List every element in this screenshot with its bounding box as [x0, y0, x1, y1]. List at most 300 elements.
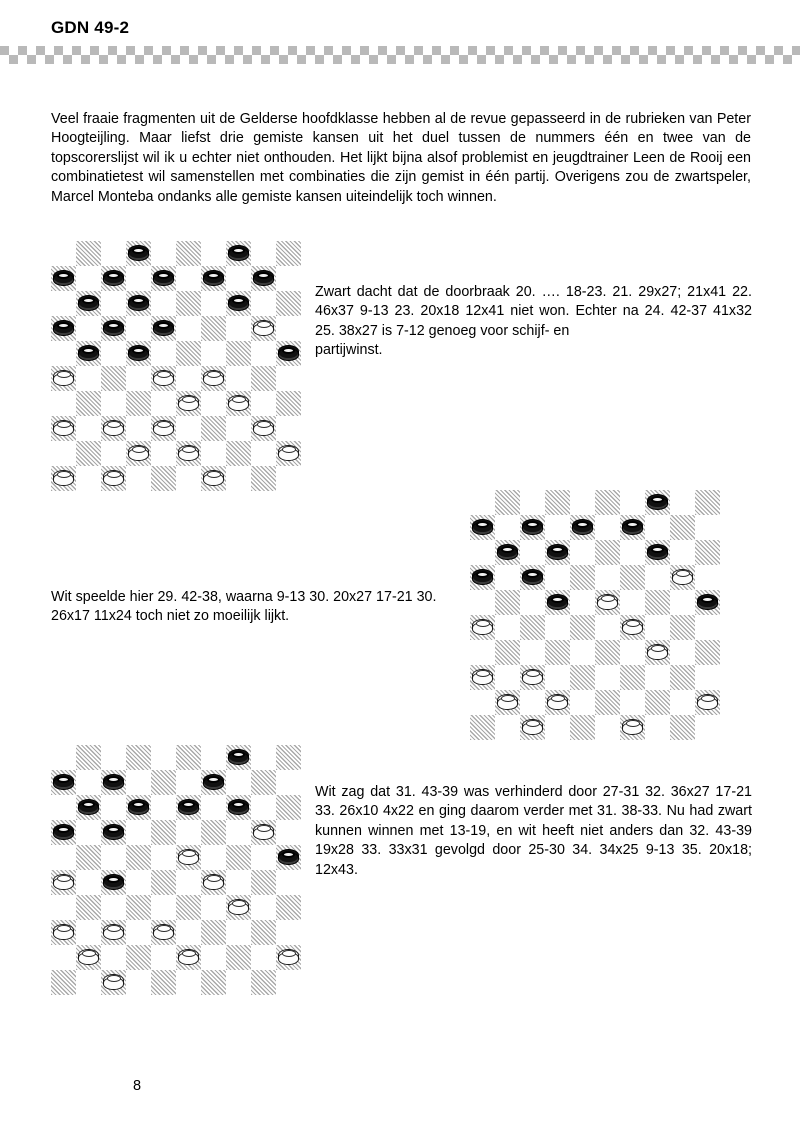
board-square-dark [176, 341, 201, 366]
board-square-dark [645, 540, 670, 565]
board-square-light [76, 770, 101, 795]
board-square-dark [126, 291, 151, 316]
board-square-dark [670, 565, 695, 590]
board-square-light [76, 970, 101, 995]
board-square-dark [101, 416, 126, 441]
draughts-diagram-3 [51, 745, 301, 995]
black-piece [203, 774, 224, 791]
white-piece [103, 924, 124, 941]
board-square-light [176, 870, 201, 895]
board-square-dark [101, 970, 126, 995]
board-square-dark [151, 770, 176, 795]
board-square-light [201, 241, 226, 266]
board-square-light [251, 241, 276, 266]
board-square-dark [76, 895, 101, 920]
board-square-dark [226, 441, 251, 466]
board-square-light [520, 690, 545, 715]
board-square-light [276, 316, 301, 341]
board-square-light [495, 665, 520, 690]
board-square-dark [226, 341, 251, 366]
board-square-light [545, 565, 570, 590]
board-square-light [670, 690, 695, 715]
board-square-light [620, 490, 645, 515]
board-square-dark [176, 241, 201, 266]
board-square-dark [251, 770, 276, 795]
board-square-light [126, 770, 151, 795]
board-square-light [570, 690, 595, 715]
white-piece [253, 824, 274, 841]
black-piece [53, 270, 74, 287]
black-piece [128, 345, 149, 362]
board-square-light [695, 515, 720, 540]
board-square-light [201, 391, 226, 416]
board-square-dark [126, 945, 151, 970]
board-square-light [251, 745, 276, 770]
board-square-dark [76, 441, 101, 466]
board-square-dark [570, 615, 595, 640]
board-square-light [226, 316, 251, 341]
board-square-light [101, 945, 126, 970]
board-square-dark [101, 266, 126, 291]
board-square-dark [226, 291, 251, 316]
black-piece [178, 799, 199, 816]
board-square-light [251, 441, 276, 466]
black-piece [78, 345, 99, 362]
board-square-dark [226, 795, 251, 820]
board-square-dark [101, 920, 126, 945]
board-square-dark [51, 820, 76, 845]
board-square-dark [495, 490, 520, 515]
board-square-light [620, 690, 645, 715]
board-square-dark [126, 341, 151, 366]
board-square-light [495, 565, 520, 590]
board-square-dark [51, 870, 76, 895]
white-piece [497, 694, 518, 711]
board-square-light [176, 920, 201, 945]
board-square-dark [595, 690, 620, 715]
white-piece [153, 924, 174, 941]
black-piece [228, 749, 249, 766]
board-square-dark [201, 970, 226, 995]
white-piece [472, 619, 493, 636]
board-square-dark [251, 366, 276, 391]
board-square-dark [520, 715, 545, 740]
board-square-dark [151, 366, 176, 391]
board-square-light [101, 795, 126, 820]
board-square-dark [276, 441, 301, 466]
board-square-dark [470, 565, 495, 590]
board-square-light [151, 441, 176, 466]
board-square-light [276, 920, 301, 945]
board-square-light [276, 416, 301, 441]
board-square-dark [251, 316, 276, 341]
board-square-dark [670, 715, 695, 740]
board-square-dark [151, 416, 176, 441]
white-piece [228, 899, 249, 916]
board-square-light [645, 715, 670, 740]
board-square-dark [695, 540, 720, 565]
board-square-dark [76, 745, 101, 770]
board-square-dark [226, 895, 251, 920]
board-square-light [176, 466, 201, 491]
board-square-light [226, 820, 251, 845]
board-square-light [201, 291, 226, 316]
board-square-dark [126, 745, 151, 770]
board-square-light [51, 745, 76, 770]
board-square-light [495, 515, 520, 540]
board-square-dark [51, 466, 76, 491]
board-square-light [101, 341, 126, 366]
white-piece [103, 974, 124, 991]
board-square-dark [620, 565, 645, 590]
board-square-light [101, 845, 126, 870]
board-square-light [76, 870, 101, 895]
board-square-dark [176, 391, 201, 416]
board-square-dark [570, 665, 595, 690]
board-square-dark [276, 895, 301, 920]
white-piece [203, 874, 224, 891]
white-piece [53, 924, 74, 941]
board-square-light [595, 565, 620, 590]
board-square-dark [620, 515, 645, 540]
board-square-light [126, 870, 151, 895]
black-piece [472, 519, 493, 536]
board-square-dark [645, 640, 670, 665]
black-piece [547, 594, 568, 611]
board-square-dark [201, 820, 226, 845]
board-square-dark [76, 241, 101, 266]
board-square-light [251, 291, 276, 316]
board-square-light [226, 466, 251, 491]
board-square-light [226, 266, 251, 291]
white-piece [597, 594, 618, 611]
board-square-light [76, 416, 101, 441]
board-square-light [470, 690, 495, 715]
board-square-dark [201, 770, 226, 795]
board-square-dark [695, 690, 720, 715]
board-square-dark [495, 640, 520, 665]
board-square-light [495, 715, 520, 740]
board-square-light [695, 565, 720, 590]
board-square-dark [51, 920, 76, 945]
board-square-light [101, 441, 126, 466]
board-square-light [126, 970, 151, 995]
board-square-light [570, 490, 595, 515]
black-piece [228, 295, 249, 312]
black-piece [647, 494, 668, 511]
white-piece [53, 470, 74, 487]
board-square-dark [670, 665, 695, 690]
black-piece [153, 320, 174, 337]
black-piece [228, 799, 249, 816]
board-square-light [570, 540, 595, 565]
board-square-dark [126, 391, 151, 416]
board-square-dark [595, 640, 620, 665]
black-piece [497, 544, 518, 561]
board-square-dark [695, 640, 720, 665]
board-square-light [76, 316, 101, 341]
black-piece [278, 849, 299, 866]
board-square-dark [201, 366, 226, 391]
page-title: GDN 49-2 [51, 18, 130, 37]
board-square-light [251, 945, 276, 970]
board-square-light [151, 945, 176, 970]
board-square-dark [201, 870, 226, 895]
board-square-light [126, 316, 151, 341]
board-square-light [620, 540, 645, 565]
white-piece [178, 849, 199, 866]
board-square-dark [126, 845, 151, 870]
board-square-dark [251, 870, 276, 895]
board-square-dark [101, 820, 126, 845]
checkered-divider [0, 46, 800, 64]
board-square-light [276, 266, 301, 291]
board-square-dark [101, 466, 126, 491]
board-square-light [545, 715, 570, 740]
board-square-dark [645, 490, 670, 515]
white-piece [547, 694, 568, 711]
board-square-dark [620, 665, 645, 690]
board-square-light [201, 795, 226, 820]
black-piece [128, 799, 149, 816]
board-square-light [670, 540, 695, 565]
black-piece [103, 874, 124, 891]
white-piece [253, 320, 274, 337]
board-square-light [695, 715, 720, 740]
board-square-light [51, 795, 76, 820]
board-square-light [101, 241, 126, 266]
board-square-dark [101, 770, 126, 795]
board-square-light [201, 945, 226, 970]
board-square-light [226, 870, 251, 895]
board-square-dark [151, 466, 176, 491]
board-square-light [570, 590, 595, 615]
board-square-light [251, 391, 276, 416]
commentary-1-tail: partijwinst. [315, 342, 383, 359]
board-square-dark [470, 515, 495, 540]
board-square-light [151, 745, 176, 770]
board-square-dark [495, 590, 520, 615]
board-square-dark [570, 715, 595, 740]
board-square-light [595, 515, 620, 540]
board-square-dark [101, 870, 126, 895]
board-square-dark [520, 665, 545, 690]
white-piece [53, 420, 74, 437]
black-piece [472, 569, 493, 586]
black-piece [53, 320, 74, 337]
board-square-dark [51, 316, 76, 341]
board-square-dark [76, 945, 101, 970]
board-square-dark [620, 715, 645, 740]
board-square-dark [276, 241, 301, 266]
white-piece [622, 719, 643, 736]
board-square-light [276, 970, 301, 995]
board-square-dark [570, 565, 595, 590]
board-square-light [151, 241, 176, 266]
board-square-dark [645, 590, 670, 615]
white-piece [178, 395, 199, 412]
board-square-light [495, 615, 520, 640]
board-square-dark [76, 341, 101, 366]
board-square-light [201, 745, 226, 770]
board-square-light [276, 366, 301, 391]
board-square-light [76, 920, 101, 945]
board-square-light [126, 266, 151, 291]
board-square-dark [520, 565, 545, 590]
board-square-dark [176, 945, 201, 970]
board-square-dark [201, 920, 226, 945]
white-piece [253, 420, 274, 437]
board-square-dark [176, 895, 201, 920]
board-square-dark [126, 895, 151, 920]
board-square-dark [520, 515, 545, 540]
board-square-light [76, 266, 101, 291]
board-square-light [176, 266, 201, 291]
board-square-light [76, 366, 101, 391]
board-square-dark [251, 820, 276, 845]
board-square-light [670, 590, 695, 615]
black-piece [622, 519, 643, 536]
board-square-light [520, 590, 545, 615]
white-piece [78, 949, 99, 966]
page-number: 8 [133, 1078, 142, 1094]
board-square-light [151, 291, 176, 316]
commentary-1-main: Zwart dacht dat de doorbraak 20. …. 18-23. 21. 29x27; 21x41 22. 46x37 9-13 23. 20x18 12x41 niet won. Echter na 24. 42-37 41x32 25. 38x27 is 7-12 genoeg voor schijf- en [315, 284, 752, 339]
board-square-dark [251, 466, 276, 491]
black-piece [203, 270, 224, 287]
page-header [0, 0, 800, 70]
intro-paragraph: Veel fraaie fragmenten uit de Gelderse hoofdklasse hebben al de revue gepasseerd in de rubrieken van Peter Hoogteijling. Maar liefst drie gemiste kansen uit het duel tussen de nummers één en twee van de topscorerslijst wil ik u echter niet onthouden. Het lijkt bijna alsof problemist en jeugdtrainer Leen de Rooij een combinatietest wil samenstellen met combinaties die zijn gemist in één partij. Overigens zou de zwartspeler, Marcel Monteba ondanks alle gemiste kansen uiteindelijk toch winnen. [51, 111, 751, 205]
board-square-dark [176, 291, 201, 316]
board-square-dark [101, 316, 126, 341]
board-square-dark [51, 366, 76, 391]
black-piece [103, 774, 124, 791]
board-square-dark [276, 341, 301, 366]
board-square-light [51, 241, 76, 266]
board-square-light [226, 366, 251, 391]
board-square-dark [201, 416, 226, 441]
board-square-dark [695, 590, 720, 615]
board-square-light [620, 640, 645, 665]
board-square-light [251, 845, 276, 870]
white-piece [153, 370, 174, 387]
board-square-dark [545, 690, 570, 715]
board-square-light [276, 770, 301, 795]
board-square-dark [276, 745, 301, 770]
board-square-light [520, 490, 545, 515]
board-square-dark [51, 416, 76, 441]
board-square-light [520, 540, 545, 565]
board-square-light [226, 416, 251, 441]
board-square-dark [545, 490, 570, 515]
board-square-dark [595, 490, 620, 515]
white-piece [53, 874, 74, 891]
black-piece [278, 345, 299, 362]
white-piece [278, 445, 299, 462]
board-square-light [695, 615, 720, 640]
black-piece [522, 519, 543, 536]
board-square-light [176, 366, 201, 391]
board-square-light [126, 416, 151, 441]
board-square-light [645, 565, 670, 590]
board-square-dark [570, 515, 595, 540]
board-square-dark [670, 615, 695, 640]
board-square-light [570, 640, 595, 665]
board-square-dark [76, 291, 101, 316]
board-square-dark [276, 291, 301, 316]
board-square-light [51, 391, 76, 416]
board-square-dark [226, 241, 251, 266]
board-square-light [695, 665, 720, 690]
white-piece [128, 445, 149, 462]
board-square-dark [495, 690, 520, 715]
black-piece [647, 544, 668, 561]
board-square-dark [151, 920, 176, 945]
board-square-dark [101, 366, 126, 391]
board-square-light [176, 820, 201, 845]
board-square-light [620, 590, 645, 615]
black-piece [53, 824, 74, 841]
board-square-light [470, 490, 495, 515]
board-square-dark [201, 266, 226, 291]
black-piece [228, 245, 249, 262]
black-piece [53, 774, 74, 791]
board-square-light [201, 441, 226, 466]
board-square-dark [226, 391, 251, 416]
board-square-light [151, 341, 176, 366]
board-square-light [670, 490, 695, 515]
board-square-light [470, 540, 495, 565]
board-square-dark [595, 590, 620, 615]
board-square-light [201, 895, 226, 920]
board-square-dark [176, 795, 201, 820]
board-square-dark [470, 615, 495, 640]
black-piece [103, 270, 124, 287]
black-piece [103, 824, 124, 841]
board-square-dark [276, 945, 301, 970]
draughts-diagram-2 [470, 490, 720, 740]
board-square-dark [470, 665, 495, 690]
board-square-dark [276, 795, 301, 820]
board-square-light [101, 291, 126, 316]
board-square-dark [76, 845, 101, 870]
board-square-dark [545, 640, 570, 665]
black-piece [128, 245, 149, 262]
board-square-light [276, 820, 301, 845]
white-piece [672, 569, 693, 586]
board-square-light [645, 665, 670, 690]
board-square-dark [620, 615, 645, 640]
white-piece [203, 470, 224, 487]
black-piece [522, 569, 543, 586]
board-square-light [176, 770, 201, 795]
board-square-light [595, 615, 620, 640]
board-square-dark [76, 795, 101, 820]
board-square-dark [126, 441, 151, 466]
white-piece [472, 669, 493, 686]
black-piece [128, 295, 149, 312]
board-square-dark [151, 316, 176, 341]
white-piece [153, 420, 174, 437]
board-square-dark [670, 515, 695, 540]
board-square-dark [151, 266, 176, 291]
board-square-light [276, 870, 301, 895]
board-square-dark [151, 870, 176, 895]
board-square-light [151, 391, 176, 416]
black-piece [103, 320, 124, 337]
board-square-light [126, 466, 151, 491]
board-square-dark [276, 845, 301, 870]
